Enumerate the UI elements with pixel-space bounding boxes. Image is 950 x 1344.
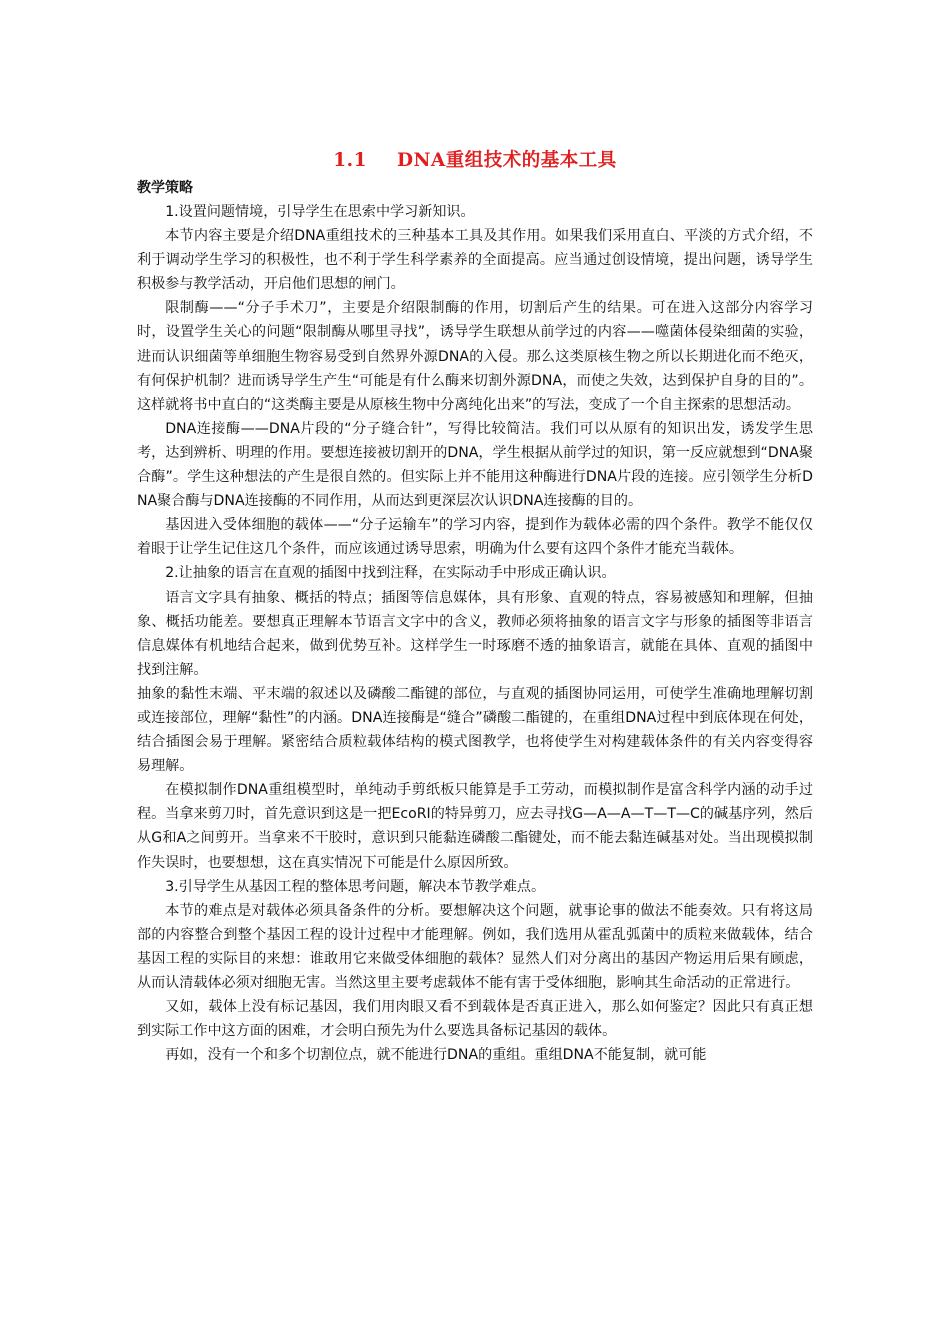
paragraph: 本节的难点是对载体必须具备条件的分析。要想解决这个问题，就事论事的做法不能奏效。只有将这局部的内容整合到整个基因工程的设计过程中才能理解。例如，我们选用从霍乱弧菌中的质粒来做载体，结合基因工程的实际目的来想：谁敢用它来做受体细胞的载体？显然人们对分离出的基因产物运用后果有顾虑，从而认清载体必须对细胞无害。当然这里主要考虑载体不能有害于受体细胞，影响其生命活动的正常进行。 [137, 902, 813, 991]
document-content [137, 200, 813, 1067]
document-body [137, 146, 813, 1067]
paragraph-strategy-2: 2.让抽象的语言在直观的插图中找到注释，在实际动手中形成正确认识。 [165, 565, 616, 582]
paragraph: 语言文字具有抽象、概括的特点；插图等信息媒体，具有形象、直观的特点，容易被感知和理解，但抽象、概括功能差。要想真正理解本节语言文字中的含义，教师必须将抽象的语言文字与形象的插图等非语言信息媒体有机地结合起来，做到优势互补。这样学生一时琢磨不透的抽象语言，就能在具体、直观的插图中找到注解。 [137, 589, 813, 678]
paragraph: 再如，没有一个和多个切割位点，就不能进行DNA的重组。重组DNA不能复制，就可能 [165, 1047, 707, 1064]
paragraph: 限制酶——“分子手术刀”，主要是介绍限制酶的作用，切割后产生的结果。可在进入这部分内容学习时，设置学生关心的问题“限制酶从哪里寻找”，诱导学生联想从前学过的内容——噬菌体侵染细菌的实验，进而认识细菌等单细胞生物容易受到自然界外源DNA的入侵。那么这类原核生物之所以长期进化而不绝灭，有何保护机制？进而诱导学生产生“可能是有什么酶来切割外源DNA，而使之失效，达到保护自身的目的”。这样就将书中直白的“这类酶主要是从原核生物中分离纯化出来”的写法，变成了一个自主探索的思想活动。 [137, 300, 813, 413]
paragraph: 又如，载体上没有标记基因，我们用肉眼又看不到载体是否真正进入，那么如何鉴定？因此只有真正想到实际工作中这方面的困难，才会明白预先为什么要选具备标记基因的载体。 [137, 999, 813, 1040]
paragraph-strategy-1: 1.设置问题情境，引导学生在思索中学习新知识。 [165, 204, 475, 220]
paragraph: 抽象的黏性末端、平末端的叙述以及磷酸二酯键的部位，与直观的插图协同运用，可使学生准确地理解切割或连接部位，理解“黏性”的内涵。DNA连接酶是“缝合”磷酸二酯键的，在重组DNA过程中到底体现在何处，结合插图会易于理解。紧密结合质粒载体结构的模式图教学，也将使学生对构建载体条件的有关内容变得容易理解。 [137, 685, 813, 775]
title-text: DNA重组技术的基本工具 [396, 150, 617, 171]
paragraph: 在模拟制作DNA重组模型时，单纯动手剪纸板只能算是手工劳动，而模拟制作是富含科学内涵的动手过程。当拿来剪刀时，首先意识到这是一把EcoRI的特异剪刀，应去寻找G—A—A—T—T—C的碱基序列，然后从G和A之间剪开。当拿来不干胶时，意识到只能黏连磷酸二酯键处，而不能去黏连碱基对处。当出现模拟制作失误时，也要想想，这在真实情况下可能是什么原因所致。 [137, 782, 813, 871]
paragraph: 基因进入受体细胞的载体——“分子运输车”的学习内容，提到作为载体必需的四个条件。教学不能仅仅着眼于让学生记住这几个条件，而应该通过诱导思索，明确为什么要有这四个条件才能充当载体。 [137, 517, 813, 558]
document-title [137, 146, 813, 176]
paragraph-strategy-3: 3.引导学生从基因工程的整体思考问题，解决本节教学难点。 [165, 878, 546, 895]
title-number: 1.1 [333, 150, 367, 171]
paragraph: DNA连接酶——DNA片段的“分子缝合针”，写得比较简洁。我们可以从原有的知识出发，诱发学生思考，达到辨析、明理的作用。要想连接被切割开的DNA，学生根据从前学过的知识，第一反应就想到“DNA聚合酶”。学生这种想法的产生是很自然的。但实际上并不能用这种酶进行DNA片段的连接。应引领学生分析DNA聚合酶与DNA连接酶的不同作用，从而达到更深层次认识DNA连接酶的目的。 [137, 420, 813, 510]
paragraph: 本节内容主要是介绍DNA重组技术的三种基本工具及其作用。如果我们采用直白、平淡的方式介绍，不利于调动学生学习的积极性，也不利于学生科学素养的全面提高。应当通过创设情境，提出问题，诱导学生积极参与教学活动，开启他们思想的闸门。 [137, 228, 813, 293]
section-heading: 教学策略 [137, 180, 193, 196]
